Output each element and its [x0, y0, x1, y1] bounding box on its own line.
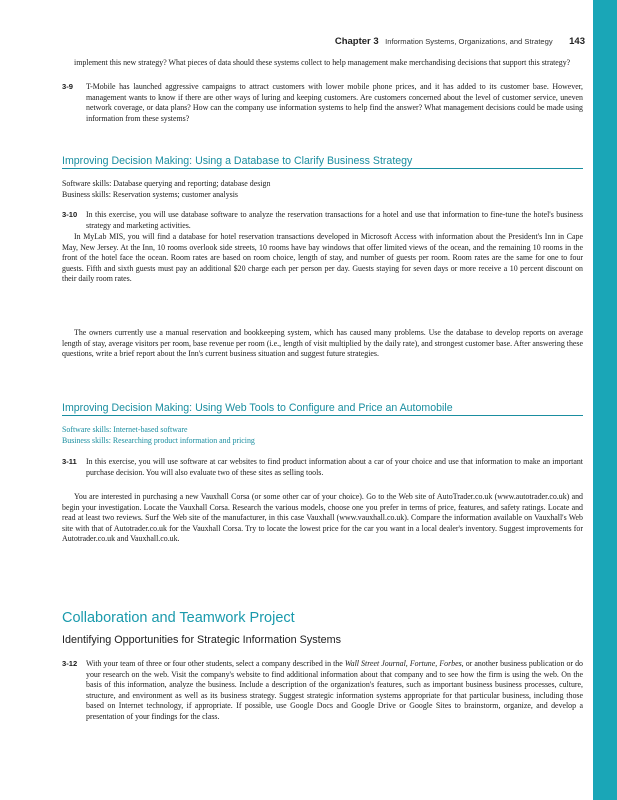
page-number: 143 [569, 36, 585, 47]
web-tools-paragraph-1: You are interested in purchasing a new Vauxhall Corsa (or some other car of your choice). Go to the Web site of AutoTrader.co.uk (www.autotrader.co.uk) and begin your investigation. Locate the Vauxhall Corsa. Research the various models, choose one you prefer in terms of price, features, and safety ratings. Locate and read at least two reviews. Surf the Web site of the manufacturer, in this case Vauxhall (www.vauxhall.co.uk). Compare the information available on Vauxhall's Web site with that of Autotrader.co.uk for the Vauxhall Corsa. Try to locate the lowest price for the car you want in a local dealer's inventory. Suggest improvements for Autotrader.co.uk and Vauxhall.co.uk. [62, 492, 583, 544]
section-heading-database: Improving Decision Making: Using a Database to Clarify Business Strategy [62, 155, 583, 169]
publication-forbes: Forbes [439, 659, 462, 668]
question-text: T-Mobile has launched aggressive campaigns to attract customers with lower mobile phone prices, and it has added to its customer base. However, management wants to know if there are other ways of luring and keeping customers. Are customers concerned about the level of customer service, uneven network coverage, or data plans? How can the company use information systems to help find the answer? What management decisions could be made using information from these systems? [86, 82, 583, 123]
continued-paragraph: implement this new strategy? What pieces of data should these systems collect to help management make merchandising decisions that support this strategy? [74, 58, 571, 67]
text-between: , [435, 659, 440, 668]
question-3-9 [62, 82, 583, 124]
question-text: In this exercise, you will use software at car websites to find product information about a car of your choice and use that information to make an important purchase decision. You will also evaluate two of these sites as selling tools. [86, 457, 583, 477]
chapter-label: Chapter 3 [334, 36, 379, 47]
question-number: 3-12 [62, 659, 78, 668]
chapter-side-tab [593, 0, 617, 800]
business-skills: Business skills: Reservation systems; customer analysis [62, 189, 238, 199]
collaboration-heading: Collaboration and Teamwork Project [62, 610, 295, 626]
running-header [335, 31, 585, 49]
chapter-title: Information Systems, Organizations, and Strategy [385, 37, 553, 46]
publication-wsj-fortune: Wall Street Journal, Fortune [344, 659, 436, 668]
question-3-11 [62, 457, 583, 478]
question-number: 3-9 [62, 82, 73, 91]
question-text: In this exercise, you will use database software to analyze the reservation transactions for a hotel and use that information to fine-tune the hotel's business strategy and marketing activities. [86, 210, 583, 230]
question-number: 3-11 [62, 457, 77, 466]
database-paragraph-2: The owners currently use a manual reservation and bookkeeping system, which has caused many problems. Use the database to develop reports on average length of stay, average visitors per room, base revenue per room (i.e., length of visit multiplied by the daily rate), and strongest customer base. After answering these questions, write a brief report about the Inn's current business situation and suggest future strategies. [62, 328, 583, 359]
question-3-12 [62, 659, 583, 723]
business-skills: Business skills: Researching product information and pricing [62, 435, 255, 445]
software-skills: Software skills: Database querying and reporting; database design [62, 179, 271, 188]
text-before: With your team of three or four other students, select a company described in the [86, 659, 345, 668]
collaboration-subheading: Identifying Opportunities for Strategic Information Systems [62, 634, 342, 646]
question-number: 3-10 [62, 210, 78, 219]
skills-database [62, 179, 583, 201]
question-text [62, 659, 583, 723]
section-heading-web-tools: Improving Decision Making: Using Web Tools to Configure and Price an Automobile [62, 402, 583, 416]
database-paragraph-1: In MyLab MIS, you will find a database for hotel reservation transactions developed in Microsoft Access with information about the President's Inn in Cape May, New Jersey. At the Inn, 10 rooms overlook side streets, 10 rooms have bay windows that offer limited views of the ocean, and the remaining 10 rooms in the front of the hotel face the ocean. Room rates are based on room choice, length of stay, and number of guests per room. Room rates are the same for one to four guests. Fifth and sixth guests must pay an additional $20 charge each per person per day. Guests staying for seven days or more receive a 10 percent discount on their daily room rates. [62, 232, 583, 284]
skills-web-tools [62, 425, 583, 447]
text-after: , or another business publication or do your research on the web. Visit the company's website to find additional information about that company and to see how the firm is using the web. On the basis of this information, analyze the business. Include a description of the organization's features, such as important business business processes, culture, structure, and environment as well as its business strategy. Suggest strategic information systems appropriate for that particular business, including those based on Internet technology, if appropriate. If possible, use Google Docs and Google Drive or Google Sites to brainstorm, organize, and develop a presentation of your findings for the class. [86, 659, 584, 721]
software-skills: Software skills: Internet-based software [62, 425, 188, 434]
question-3-10 [62, 210, 583, 231]
